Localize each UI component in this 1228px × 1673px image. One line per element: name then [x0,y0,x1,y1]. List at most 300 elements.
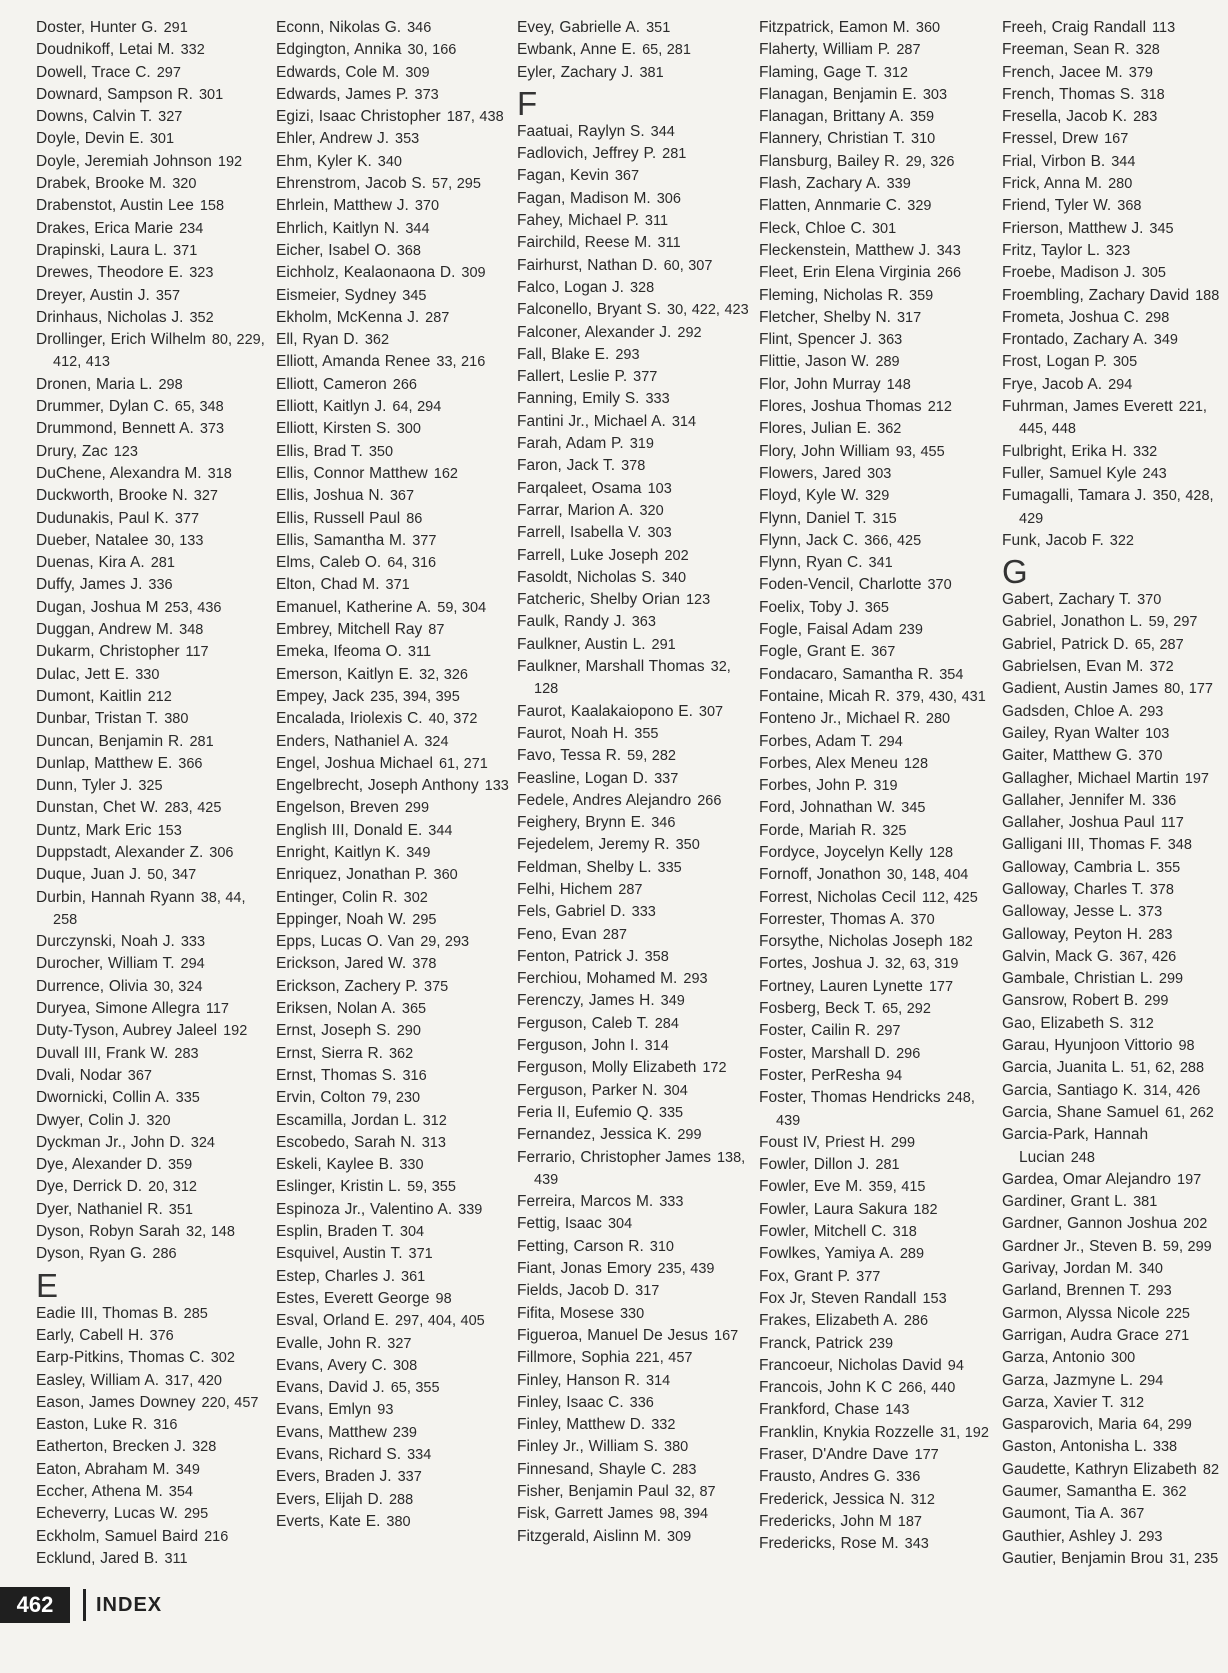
entry-pages: 294 [180,956,205,973]
index-entry [1002,1392,1224,1414]
index-entry [36,1392,272,1414]
index-column-5 [1002,17,1224,1570]
entry-name: Elliott, Kaitlyn J. [276,398,387,416]
entry-name: Garcia, Juanita L. [1002,1059,1125,1077]
entry-pages: 333 [645,391,670,408]
entry-name: Duckworth, Brooke N. [36,487,188,505]
entry-name: Gansrow, Robert B. [1002,992,1139,1010]
entry-pages: 378 [621,458,646,475]
entry-pages: 302 [403,889,428,906]
index-entry [1002,723,1224,745]
entry-name: Engelbrecht, Joseph Anthony [276,777,479,795]
index-entry [1002,17,1224,39]
entry-pages: 360 [433,867,458,884]
index-entry [276,1266,512,1288]
index-entry [276,797,512,819]
entry-pages: 133 [484,778,509,795]
index-entry [517,366,753,388]
index-entry [1002,1035,1224,1057]
entry-name: Fenton, Patrick J. [517,947,639,965]
entry-name: Duppstadt, Alexander Z. [36,843,204,861]
entry-name: Fox, Grant P. [759,1267,851,1285]
entry-name: French, Jacee M. [1002,63,1123,81]
index-entry [759,1422,995,1444]
index-entry [759,530,995,552]
entry-name: Foster, Thomas Hendricks [759,1089,941,1107]
entry-pages: 358 [644,948,669,965]
index-entry [1002,834,1224,856]
entry-pages: 289 [899,1246,925,1263]
entry-pages: 253, 436 [164,599,222,616]
index-entry [276,864,512,886]
entry-pages: 379 [1128,64,1153,81]
entry-name: Gardner, Gannon Joshua [1002,1215,1178,1233]
index-entry [36,530,272,552]
entry-name: Fallert, Leslie P. [517,368,628,386]
index-entry [276,686,512,708]
index-entry [276,887,512,909]
index-entry [759,1355,995,1377]
index-entry [1002,1191,1224,1213]
index-entry [517,1503,753,1525]
index-entry [517,1459,753,1481]
index-entry [36,998,272,1020]
entry-name: Forbes, Alex Meneu [759,754,898,772]
entry-name: Fetting, Carson R. [517,1237,644,1255]
entry-pages: 294 [1139,1372,1164,1389]
entry-name: Evans, David J. [276,1379,385,1397]
index-entry [517,39,753,61]
entry-pages: 192 [217,153,243,170]
entry-pages: 82 [1202,1461,1220,1478]
entry-name: Fejedelem, Jeremy R. [517,836,670,854]
index-entry [276,195,512,217]
entry-pages: 307 [698,703,724,720]
entry-pages: 197 [1177,1171,1202,1188]
entry-name: Gambale, Christian L. [1002,970,1153,988]
index-entry [36,173,272,195]
entry-name: Fiant, Jonas Emory [517,1260,652,1278]
index-entry [1002,968,1224,990]
entry-name: Gardiner, Grant L. [1002,1193,1128,1211]
entry-name: Evans, Matthew [276,1423,387,1441]
entry-name: Dugan, Joshua M [36,598,159,616]
index-entry [759,842,995,864]
index-entry [517,188,753,210]
entry-pages: 350 [368,443,394,460]
entry-pages: 373 [1137,904,1163,921]
entry-pages: 306 [656,190,681,207]
entry-name: Emeka, Ifeoma O. [276,643,402,661]
entry-pages: 336 [896,1469,921,1486]
entry-name: Duntz, Mark Eric [36,821,152,839]
entry-name: Elton, Chad M. [276,576,380,594]
entry-name: Doudnikoff, Letai M. [36,41,175,59]
entry-name: Fritz, Taylor L. [1002,241,1101,259]
entry-name: Ehler, Andrew J. [276,130,390,148]
index-entry [759,931,995,953]
index-entry [276,1333,512,1355]
index-entry [1002,1057,1224,1079]
entry-pages: 281 [150,555,175,572]
entry-name: Econn, Nikolas G. [276,19,402,36]
index-entry [517,62,753,84]
entry-name: Drury, Zac [36,442,108,460]
index-entry [276,597,512,619]
index-entry [1002,1370,1224,1392]
entry-pages: 340 [377,153,402,170]
entry-pages: 239 [898,622,923,639]
entry-pages: 349 [660,993,685,1010]
entry-pages: 299 [404,800,430,817]
entry-pages: 299 [677,1127,702,1144]
index-entry [1002,1102,1224,1124]
entry-pages: 177 [928,978,954,995]
entry-name: Engel, Joshua Michael [276,754,433,772]
index-entry [36,418,272,440]
entry-name: Eatherton, Brecken J. [36,1438,187,1456]
entry-pages: 177 [914,1447,939,1463]
entry-name: Friend, Tyler W. [1002,197,1112,215]
index-entry [517,990,753,1012]
entry-pages: 293 [1147,1283,1172,1300]
index-entry [517,522,753,544]
entry-pages: 304 [663,1082,688,1099]
entry-name: Eyler, Zachary J. [517,63,634,81]
entry-name: Evans, Richard S. [276,1446,402,1463]
index-entry [36,1132,272,1154]
index-entry [276,1399,512,1421]
index-entry [517,879,753,901]
index-entry [36,731,272,753]
index-entry [759,1199,995,1221]
index-entry [276,1110,512,1132]
entry-pages: 283 [672,1461,697,1478]
entry-name: Felhi, Hichem [517,880,613,898]
entry-name: Edwards, James P. [276,85,409,103]
entry-name: Drabenstot, Austin Lee [36,197,194,215]
index-entry [517,1481,753,1503]
index-entry [517,322,753,344]
entry-pages: 380 [386,1513,411,1530]
entry-pages: 212 [147,688,172,705]
entry-name: Galloway, Jesse L. [1002,903,1132,921]
entry-pages: 294 [878,733,903,750]
index-entry [759,84,995,106]
index-entry [36,396,272,418]
entry-name: Duque, Juan J. [36,866,142,884]
entry-pages: 287 [618,881,643,898]
entry-pages: 333 [180,934,206,951]
entry-pages: 328 [192,1439,217,1456]
entry-pages: 30, 324 [153,978,203,995]
entry-pages: 93 [377,1402,394,1419]
index-entry [276,374,512,396]
entry-name: Flory, John William [759,442,890,460]
index-entry [759,574,995,596]
index-entry [36,1303,272,1325]
index-entry [276,508,512,530]
entry-name: Gabriel, Jonathon L. [1002,613,1143,631]
index-entry [36,485,272,507]
entry-pages: 285 [183,1305,208,1322]
index-entry [36,1199,272,1221]
index-entry [36,441,272,463]
entry-pages: 188 [1195,287,1220,304]
entry-pages: 202 [1183,1216,1208,1233]
entry-name: Doster, Hunter G. [36,19,158,36]
entry-name: Eadie III, Thomas B. [36,1304,178,1322]
entry-pages: 365 [401,1001,427,1018]
entry-name: Engelson, Breven [276,799,399,817]
entry-pages: 40, 372 [428,711,478,728]
index-entry [1002,151,1224,173]
index-entry [517,1436,753,1458]
entry-pages: 98 [435,1290,452,1307]
entry-name: Foust IV, Priest H. [759,1133,885,1151]
entry-name: Fredericks, Rose M. [759,1535,899,1553]
entry-name: Enriquez, Jonathan P. [276,866,428,884]
entry-pages: 350, 428, 429 [1019,488,1214,527]
index-entry [276,173,512,195]
entry-pages: 328 [1135,42,1160,59]
index-entry [517,1124,753,1146]
index-entry [759,1132,995,1154]
entry-name: Emerson, Kaitlyn E. [276,665,414,683]
entry-pages: 286 [903,1313,929,1330]
entry-pages: 370 [927,577,952,594]
index-entry [276,1243,512,1265]
index-entry [1002,441,1224,463]
index-entry [517,210,753,232]
entry-pages: 239 [868,1335,894,1352]
entry-pages: 335 [175,1090,200,1107]
entry-name: Feno, Evan [517,925,597,943]
entry-name: Garza, Jazmyne L. [1002,1371,1134,1389]
index-entry [517,1191,753,1213]
index-entry [276,1444,512,1466]
entry-name: Duffy, James J. [36,576,143,594]
index-entry [276,106,512,128]
entry-pages: 340 [1138,1261,1163,1278]
entry-pages: 59, 355 [407,1179,456,1196]
index-entry [759,1533,995,1555]
entry-name: Fortes, Joshua J. [759,955,879,973]
entry-pages: 354 [168,1484,193,1500]
entry-pages: 98 [1178,1038,1195,1055]
entry-pages: 322 [1109,532,1134,549]
entry-name: Dunstan, Chet W. [36,799,159,817]
footer-divider [83,1589,86,1621]
index-entry [759,307,995,329]
index-entry [36,641,272,663]
index-entry [36,1436,272,1458]
entry-name: Enright, Kaitlyn K. [276,843,401,861]
entry-name: French, Thomas S. [1002,85,1135,103]
index-entry [1002,351,1224,373]
entry-pages: 192 [223,1023,248,1040]
index-entry [36,84,272,106]
entry-pages: 330 [399,1157,424,1174]
entry-pages: 103 [1145,725,1170,742]
entry-name: Falconello, Bryant S. [517,301,662,319]
entry-name: Farah, Adam P. [517,435,624,453]
entry-pages: 333 [631,904,656,921]
index-entry [36,463,272,485]
entry-pages: 291 [163,20,188,36]
entry-pages: 359 [909,109,935,126]
index-entry [1002,195,1224,217]
index-entry [759,998,995,1020]
index-entry [1002,285,1224,307]
index-entry [517,433,753,455]
entry-name: Ferchiou, Mohamed M. [517,970,678,988]
entry-pages: 310 [911,131,936,148]
entry-pages: 299 [1158,971,1184,988]
entry-pages: 332 [180,42,205,59]
index-column-2 [276,17,512,1533]
entry-pages: 60, 307 [663,257,713,274]
entry-pages: 162 [433,465,458,482]
entry-pages: 332 [1133,443,1158,460]
entry-pages: 337 [397,1469,422,1486]
index-entry [1002,1124,1224,1169]
index-entry [759,151,995,173]
entry-pages: 293 [1138,1528,1163,1545]
entry-name: Evey, Gabrielle A. [517,19,641,36]
index-entry [759,240,995,262]
entry-name: Funk, Jacob F. [1002,531,1104,549]
entry-name: Faulkner, Austin L. [517,635,646,653]
index-entry [759,374,995,396]
entry-name: Froembling, Zachary David [1002,286,1190,304]
index-entry [759,1266,995,1288]
entry-pages: 368 [1117,198,1142,215]
index-entry [36,218,272,240]
entry-pages: 32, 128 [534,659,731,698]
entry-pages: 370 [910,911,935,928]
entry-pages: 368 [396,242,421,259]
entry-name: Drapinski, Laura L. [36,241,168,259]
entry-name: Frakes, Elizabeth A. [759,1312,898,1330]
entry-name: Egizi, Isaac Christopher [276,108,441,126]
entry-pages: 295 [412,911,437,928]
index-entry [276,731,512,753]
index-entry [759,664,995,686]
entry-pages: 371 [408,1246,433,1263]
index-entry [1002,924,1224,946]
entry-pages: 381 [639,64,664,81]
entry-pages: 293 [615,346,640,363]
page-footer [0,1587,300,1623]
entry-name: Fowler, Mitchell C. [759,1223,887,1241]
index-entry [276,418,512,440]
index-entry [276,931,512,953]
entry-pages: 366, 425 [864,532,922,549]
entry-pages: 65, 348 [174,399,224,416]
entry-pages: 333 [659,1194,684,1211]
index-entry [759,1154,995,1176]
entry-name: Forbes, Adam T. [759,732,873,750]
index-entry [1002,678,1224,700]
entry-pages: 235, 439 [657,1261,715,1278]
entry-name: Ferrario, Christopher James [517,1148,711,1166]
index-entry [759,418,995,440]
index-entry [36,39,272,61]
entry-name: Flowers, Jared [759,464,862,482]
index-entry [36,931,272,953]
entry-name: Gailey, Ryan Walter [1002,724,1140,742]
entry-pages: 59, 304 [437,599,487,616]
index-entry [36,374,272,396]
entry-name: Fadlovich, Jeffrey P. [517,145,657,163]
entry-name: Farqaleet, Osama [517,479,642,497]
index-entry [1002,396,1224,441]
entry-name: Forsythe, Nicholas Joseph [759,933,943,951]
entry-pages: 337 [654,770,679,787]
entry-pages: 266 [936,265,962,282]
entry-name: Floyd, Kyle W. [759,487,860,505]
index-entry [36,329,272,374]
index-entry [517,968,753,990]
entry-pages: 80, 177 [1164,681,1213,698]
index-entry [517,17,753,39]
entry-name: Fonteno Jr., Michael R. [759,710,920,728]
entry-pages: 59, 297 [1148,614,1198,631]
entry-pages: 293 [683,971,708,988]
index-entry [1002,656,1224,678]
entry-name: Francoeur, Nicholas David [759,1356,942,1374]
entry-pages: 354 [939,666,964,683]
entry-name: Froebe, Madison J. [1002,264,1136,282]
entry-name: Durbin, Hannah Ryann [36,888,195,906]
entry-pages: 128 [903,755,929,772]
entry-pages: 61, 271 [438,755,488,772]
entry-name: Galloway, Cambria L. [1002,858,1151,876]
entry-name: Forrest, Nicholas Cecil [759,888,916,906]
entry-pages: 292 [677,324,702,341]
entry-name: Easton, Luke R. [36,1416,148,1434]
entry-pages: 281 [875,1157,900,1174]
index-entry [759,218,995,240]
entry-name: Fettig, Isaac [517,1215,602,1233]
index-entry [276,953,512,975]
entry-name: Dunn, Tyler J. [36,777,133,795]
entry-name: Entinger, Colin R. [276,888,398,906]
entry-name: Flittie, Jason W. [759,353,870,371]
entry-name: Ekholm, McKenna J. [276,308,420,326]
entry-pages: 239 [392,1424,417,1441]
index-entry [759,1333,995,1355]
entry-pages: 287 [896,42,921,59]
entry-name: Gaumont, Tia A. [1002,1505,1115,1523]
entry-name: Gabrielsen, Evan M. [1002,658,1144,676]
entry-pages: 367, 426 [1119,948,1177,965]
entry-pages: 283, 425 [164,800,222,817]
entry-name: Gaumer, Samantha E. [1002,1483,1157,1500]
index-entry [517,1236,753,1258]
entry-name: Figueroa, Manuel De Jesus [517,1326,709,1344]
entry-pages: 335 [658,1104,684,1121]
index-entry [759,1020,995,1042]
index-entry [36,1459,272,1481]
index-entry [759,39,995,61]
index-entry [517,1013,753,1035]
index-entry [759,1310,995,1332]
entry-pages: 311 [657,235,681,252]
index-entry [1002,589,1224,611]
entry-pages: 295 [183,1506,209,1523]
